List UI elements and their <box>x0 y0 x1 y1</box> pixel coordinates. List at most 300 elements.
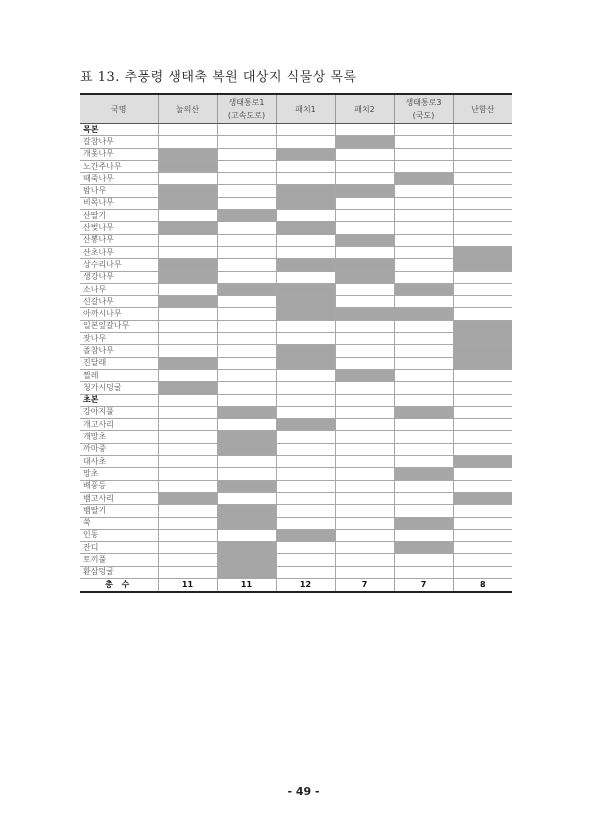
column-header-site <box>394 94 453 124</box>
presence-cell-empty <box>158 456 217 468</box>
presence-cell-filled <box>276 222 335 234</box>
presence-cell-empty <box>217 419 276 431</box>
presence-cell-empty <box>394 382 453 394</box>
species-name: 뱀딸기 <box>80 505 158 517</box>
presence-cell-empty <box>276 505 335 517</box>
presence-cell-empty <box>394 185 453 197</box>
table-row <box>80 320 512 332</box>
presence-cell-filled <box>394 542 453 554</box>
presence-cell-empty <box>158 173 217 185</box>
group-row <box>80 124 512 136</box>
table-header-row <box>80 94 512 124</box>
presence-cell-empty <box>276 173 335 185</box>
species-name: 때죽나무 <box>80 173 158 185</box>
presence-cell-filled <box>158 271 217 283</box>
presence-cell-empty <box>453 296 512 308</box>
presence-cell-empty <box>335 505 394 517</box>
presence-cell-empty <box>158 468 217 480</box>
total-row <box>80 578 512 592</box>
table-row <box>80 210 512 222</box>
presence-cell-empty <box>335 443 394 455</box>
presence-cell-empty <box>453 283 512 295</box>
presence-cell-filled <box>158 492 217 504</box>
presence-cell-empty <box>453 173 512 185</box>
presence-cell-filled <box>276 345 335 357</box>
presence-cell-empty <box>217 234 276 246</box>
presence-cell-empty <box>394 320 453 332</box>
presence-cell-empty <box>217 369 276 381</box>
presence-cell-empty <box>335 160 394 172</box>
presence-cell-filled <box>217 505 276 517</box>
presence-cell-empty <box>217 468 276 480</box>
presence-cell-empty <box>276 406 335 418</box>
table-row <box>80 296 512 308</box>
presence-cell-empty <box>453 529 512 541</box>
column-header-label: 생태통로1 <box>228 98 265 107</box>
presence-cell-empty <box>394 160 453 172</box>
presence-cell-empty <box>276 468 335 480</box>
presence-cell-filled <box>453 259 512 271</box>
presence-cell-empty <box>158 480 217 492</box>
table-row <box>80 345 512 357</box>
presence-cell-empty <box>453 443 512 455</box>
presence-cell-empty <box>276 517 335 529</box>
total-value: 11 <box>217 578 276 592</box>
presence-cell-empty <box>394 505 453 517</box>
presence-cell-filled <box>276 259 335 271</box>
presence-cell-filled <box>394 308 453 320</box>
presence-cell-empty <box>217 185 276 197</box>
species-name: 대사초 <box>80 456 158 468</box>
presence-cell-filled <box>276 529 335 541</box>
total-value: 8 <box>453 578 512 592</box>
presence-cell-empty <box>276 333 335 345</box>
species-name: 잣나무 <box>80 333 158 345</box>
presence-cell-empty <box>158 529 217 541</box>
species-name: 생강나무 <box>80 271 158 283</box>
presence-cell-empty <box>158 566 217 578</box>
presence-cell-empty <box>276 246 335 258</box>
presence-cell-empty <box>217 357 276 369</box>
species-name: 잔디 <box>80 542 158 554</box>
species-name: 찔레 <box>80 369 158 381</box>
presence-cell-empty <box>158 554 217 566</box>
presence-cell-empty <box>276 320 335 332</box>
empty-cell <box>276 124 335 136</box>
species-name: 개망초 <box>80 431 158 443</box>
presence-cell-filled <box>276 148 335 160</box>
presence-cell-filled <box>158 148 217 160</box>
table-row <box>80 382 512 394</box>
empty-cell <box>276 394 335 406</box>
species-name: 밤나무 <box>80 185 158 197</box>
presence-cell-empty <box>453 480 512 492</box>
presence-cell-empty <box>453 308 512 320</box>
table-row <box>80 505 512 517</box>
presence-cell-filled <box>394 173 453 185</box>
presence-cell-filled <box>276 419 335 431</box>
species-name: 상수리나무 <box>80 259 158 271</box>
species-name: 망초 <box>80 468 158 480</box>
table-row <box>80 357 512 369</box>
presence-cell-empty <box>217 308 276 320</box>
presence-cell-filled <box>394 406 453 418</box>
table-row <box>80 529 512 541</box>
table-row <box>80 517 512 529</box>
table-row <box>80 566 512 578</box>
species-name: 진달래 <box>80 357 158 369</box>
presence-cell-empty <box>158 308 217 320</box>
presence-cell-filled <box>158 185 217 197</box>
presence-cell-filled <box>217 443 276 455</box>
presence-cell-filled <box>453 357 512 369</box>
presence-cell-empty <box>217 136 276 148</box>
presence-cell-empty <box>335 345 394 357</box>
presence-cell-filled <box>453 320 512 332</box>
empty-cell <box>453 394 512 406</box>
presence-cell-empty <box>453 505 512 517</box>
presence-cell-empty <box>453 554 512 566</box>
presence-cell-filled <box>453 456 512 468</box>
presence-cell-filled <box>217 283 276 295</box>
presence-cell-empty <box>217 222 276 234</box>
table-row <box>80 406 512 418</box>
presence-cell-empty <box>335 173 394 185</box>
species-name: 산딸기 <box>80 210 158 222</box>
group-row <box>80 394 512 406</box>
presence-cell-empty <box>453 197 512 209</box>
presence-cell-empty <box>158 542 217 554</box>
table-caption: 표 13. 추풍령 생태축 복원 대상지 식물상 목록 <box>80 70 357 85</box>
species-name: 졸참나무 <box>80 345 158 357</box>
presence-cell-empty <box>158 505 217 517</box>
page-number: - 49 - <box>287 785 320 798</box>
presence-cell-filled <box>335 136 394 148</box>
presence-cell-filled <box>394 517 453 529</box>
presence-cell-empty <box>394 554 453 566</box>
empty-cell <box>217 394 276 406</box>
table-row <box>80 283 512 295</box>
presence-cell-empty <box>276 431 335 443</box>
table-row <box>80 431 512 443</box>
table-row <box>80 173 512 185</box>
presence-cell-empty <box>158 431 217 443</box>
presence-cell-filled <box>217 431 276 443</box>
presence-cell-empty <box>453 136 512 148</box>
presence-cell-filled <box>217 517 276 529</box>
presence-cell-empty <box>276 210 335 222</box>
presence-cell-empty <box>394 369 453 381</box>
presence-cell-empty <box>394 333 453 345</box>
presence-cell-empty <box>453 222 512 234</box>
presence-cell-empty <box>217 197 276 209</box>
presence-cell-empty <box>453 406 512 418</box>
species-name: 산뽕나무 <box>80 234 158 246</box>
presence-cell-filled <box>276 308 335 320</box>
table-row <box>80 222 512 234</box>
species-name: 아까시나무 <box>80 308 158 320</box>
presence-cell-filled <box>217 554 276 566</box>
presence-cell-empty <box>453 517 512 529</box>
group-label: 목본 <box>80 124 158 136</box>
table-row <box>80 492 512 504</box>
table-row <box>80 259 512 271</box>
presence-cell-empty <box>158 517 217 529</box>
presence-cell-empty <box>276 271 335 283</box>
total-value: 7 <box>394 578 453 592</box>
presence-cell-filled <box>217 480 276 492</box>
presence-cell-empty <box>335 222 394 234</box>
presence-cell-empty <box>453 185 512 197</box>
presence-cell-filled <box>158 259 217 271</box>
species-name: 청가시덩굴 <box>80 382 158 394</box>
presence-cell-empty <box>394 443 453 455</box>
presence-cell-empty <box>158 369 217 381</box>
presence-cell-empty <box>217 160 276 172</box>
presence-cell-empty <box>335 492 394 504</box>
presence-cell-empty <box>453 210 512 222</box>
species-name: 강아지풀 <box>80 406 158 418</box>
presence-cell-filled <box>453 246 512 258</box>
table-row <box>80 197 512 209</box>
presence-cell-empty <box>217 492 276 504</box>
species-name: 까마중 <box>80 443 158 455</box>
total-value: 11 <box>158 578 217 592</box>
presence-cell-empty <box>217 345 276 357</box>
empty-cell <box>335 394 394 406</box>
presence-cell-empty <box>453 419 512 431</box>
presence-cell-empty <box>335 197 394 209</box>
presence-cell-empty <box>276 492 335 504</box>
presence-cell-empty <box>335 431 394 443</box>
presence-cell-empty <box>276 542 335 554</box>
column-header-site <box>276 94 335 124</box>
presence-cell-empty <box>453 542 512 554</box>
table-row <box>80 369 512 381</box>
column-header-label: (국도) <box>412 111 435 120</box>
presence-cell-empty <box>394 222 453 234</box>
total-value: 12 <box>276 578 335 592</box>
presence-cell-empty <box>453 369 512 381</box>
presence-cell-empty <box>276 480 335 492</box>
species-name: 갈참나무 <box>80 136 158 148</box>
column-header-label: 눌의산 <box>175 104 200 114</box>
column-header-name <box>80 94 158 124</box>
presence-cell-empty <box>394 529 453 541</box>
presence-cell-empty <box>394 431 453 443</box>
presence-cell-filled <box>453 345 512 357</box>
table-row <box>80 148 512 160</box>
presence-cell-filled <box>335 185 394 197</box>
presence-cell-empty <box>217 320 276 332</box>
species-name: 뱀고사리 <box>80 492 158 504</box>
presence-cell-filled <box>335 234 394 246</box>
presence-cell-empty <box>335 296 394 308</box>
empty-cell <box>217 124 276 136</box>
table-row <box>80 160 512 172</box>
presence-cell-empty <box>394 456 453 468</box>
presence-cell-empty <box>335 283 394 295</box>
presence-cell-empty <box>394 419 453 431</box>
presence-cell-empty <box>335 517 394 529</box>
presence-cell-empty <box>335 406 394 418</box>
presence-cell-empty <box>217 382 276 394</box>
total-value: 7 <box>335 578 394 592</box>
presence-cell-empty <box>335 529 394 541</box>
presence-cell-empty <box>335 246 394 258</box>
table-row <box>80 542 512 554</box>
presence-cell-filled <box>158 357 217 369</box>
presence-cell-empty <box>335 542 394 554</box>
presence-cell-filled <box>335 259 394 271</box>
presence-cell-empty <box>394 492 453 504</box>
presence-cell-empty <box>394 296 453 308</box>
presence-cell-empty <box>158 320 217 332</box>
presence-cell-empty <box>453 160 512 172</box>
table-row <box>80 554 512 566</box>
empty-cell <box>394 124 453 136</box>
presence-cell-filled <box>394 283 453 295</box>
column-header-site <box>158 94 217 124</box>
presence-cell-empty <box>394 234 453 246</box>
presence-cell-empty <box>158 345 217 357</box>
presence-cell-empty <box>276 234 335 246</box>
column-header-site <box>453 94 512 124</box>
presence-cell-empty <box>276 369 335 381</box>
column-header-label: (고속도로) <box>227 111 266 120</box>
presence-cell-empty <box>276 456 335 468</box>
presence-cell-empty <box>394 345 453 357</box>
presence-cell-filled <box>335 308 394 320</box>
presence-cell-empty <box>335 554 394 566</box>
species-name: 소나무 <box>80 283 158 295</box>
presence-cell-empty <box>453 234 512 246</box>
presence-cell-empty <box>453 382 512 394</box>
column-header-site <box>217 94 276 124</box>
species-name: 노간주나무 <box>80 160 158 172</box>
presence-cell-filled <box>276 283 335 295</box>
presence-cell-empty <box>335 566 394 578</box>
presence-cell-empty <box>453 468 512 480</box>
species-name: 배풍등 <box>80 480 158 492</box>
presence-cell-empty <box>453 566 512 578</box>
presence-cell-empty <box>335 210 394 222</box>
species-name: 개옻나무 <box>80 148 158 160</box>
species-name: 인동 <box>80 529 158 541</box>
presence-cell-empty <box>217 271 276 283</box>
presence-cell-empty <box>217 333 276 345</box>
presence-cell-filled <box>217 566 276 578</box>
table-row <box>80 308 512 320</box>
presence-cell-empty <box>394 480 453 492</box>
column-header-label: 패치1 <box>295 104 316 114</box>
presence-cell-empty <box>276 136 335 148</box>
presence-cell-filled <box>453 333 512 345</box>
presence-cell-filled <box>335 369 394 381</box>
presence-cell-filled <box>276 296 335 308</box>
presence-cell-empty <box>217 259 276 271</box>
presence-cell-filled <box>217 406 276 418</box>
presence-cell-empty <box>453 431 512 443</box>
total-label: 총 수 <box>80 578 158 592</box>
species-name: 산벚나무 <box>80 222 158 234</box>
empty-cell <box>158 124 217 136</box>
presence-cell-empty <box>217 529 276 541</box>
column-header-site <box>335 94 394 124</box>
presence-cell-filled <box>335 271 394 283</box>
presence-cell-filled <box>276 185 335 197</box>
table-row <box>80 419 512 431</box>
table-row <box>80 136 512 148</box>
table-row <box>80 246 512 258</box>
presence-cell-empty <box>158 136 217 148</box>
table-row <box>80 468 512 480</box>
group-label: 초본 <box>80 394 158 406</box>
table-row <box>80 234 512 246</box>
presence-cell-empty <box>158 443 217 455</box>
presence-cell-filled <box>158 222 217 234</box>
presence-cell-empty <box>217 246 276 258</box>
presence-cell-empty <box>158 210 217 222</box>
presence-cell-empty <box>276 382 335 394</box>
presence-cell-empty <box>394 246 453 258</box>
column-header-label: 국명 <box>111 104 127 114</box>
presence-cell-empty <box>276 443 335 455</box>
presence-cell-empty <box>158 246 217 258</box>
presence-cell-empty <box>394 148 453 160</box>
presence-cell-filled <box>158 382 217 394</box>
species-name: 쑥 <box>80 517 158 529</box>
presence-cell-empty <box>394 197 453 209</box>
presence-cell-filled <box>217 542 276 554</box>
table-row <box>80 443 512 455</box>
presence-cell-filled <box>453 492 512 504</box>
presence-cell-filled <box>394 468 453 480</box>
table-row <box>80 333 512 345</box>
presence-cell-empty <box>394 259 453 271</box>
empty-cell <box>453 124 512 136</box>
presence-cell-empty <box>335 480 394 492</box>
presence-cell-empty <box>335 456 394 468</box>
presence-cell-filled <box>158 296 217 308</box>
empty-cell <box>394 394 453 406</box>
presence-cell-empty <box>217 148 276 160</box>
presence-cell-empty <box>276 160 335 172</box>
species-name: 개고사리 <box>80 419 158 431</box>
species-name: 산초나무 <box>80 246 158 258</box>
table-row <box>80 480 512 492</box>
presence-cell-filled <box>217 210 276 222</box>
table-row <box>80 185 512 197</box>
presence-cell-filled <box>276 197 335 209</box>
species-name: 일본잎갈나무 <box>80 320 158 332</box>
species-name: 환삼덩굴 <box>80 566 158 578</box>
column-header-label: 난함산 <box>471 104 495 114</box>
column-header-label: 패치2 <box>354 104 375 114</box>
presence-cell-empty <box>453 148 512 160</box>
presence-cell-empty <box>158 406 217 418</box>
presence-cell-empty <box>394 271 453 283</box>
presence-cell-empty <box>394 566 453 578</box>
presence-cell-empty <box>158 419 217 431</box>
presence-cell-empty <box>158 283 217 295</box>
presence-cell-empty <box>335 357 394 369</box>
presence-cell-filled <box>158 197 217 209</box>
species-name: 비목나무 <box>80 197 158 209</box>
column-header-label: 생태통로3 <box>405 98 442 107</box>
presence-cell-empty <box>394 357 453 369</box>
presence-cell-filled <box>158 160 217 172</box>
